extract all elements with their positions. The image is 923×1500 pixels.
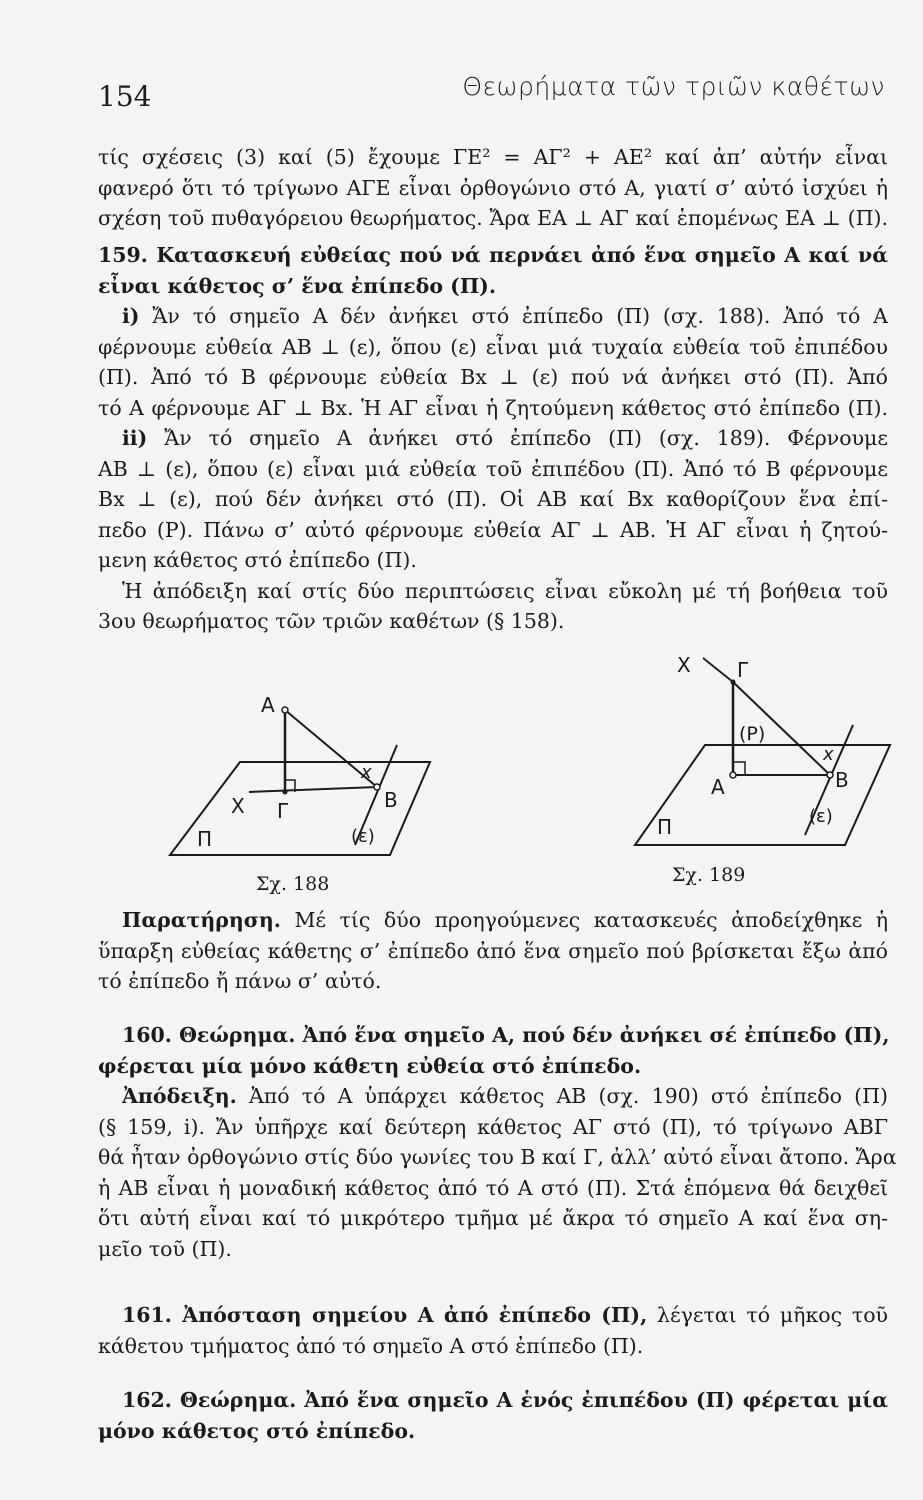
line-x bbox=[249, 787, 377, 792]
text-line: τό Α φέρνουμε ΑΓ ⊥ Βx. Ἡ ΑΓ εἶναι ἡ ζητούμενη κάθετος στό ἐπίπεδο (Π). bbox=[98, 395, 888, 420]
point-G bbox=[283, 790, 288, 795]
section-161-line bbox=[98, 1300, 888, 1331]
remark bbox=[98, 905, 888, 997]
text-line: (Π). Ἀπό τό Β φέρνουμε εὐθεία Βx ⊥ (ε) πού νά ἀνήκει στό (Π). Ἀπό bbox=[98, 365, 888, 389]
text-line: φανερό ὅτι τό τρίγωνο ΑΓΕ εἶναι ὀρθογώνιο στό Α, γιατί σ’ αὐτό ἰσχύει ἡ bbox=[98, 175, 888, 200]
text-line: Ἡ ἀπόδειξη καί στίς δύο περιπτώσεις εἶναι εὔκολη μέ τή βοήθεια τοῦ bbox=[122, 578, 888, 603]
label-B: B bbox=[384, 788, 398, 812]
case-i-line bbox=[98, 301, 888, 332]
proof-label: Ἀπόδειξη. bbox=[122, 1084, 237, 1108]
section-159-title: 159. Κατασκευή εὐθείας πού νά περνάει ἀπό ἕνα σημεῖο Α καί νά bbox=[98, 243, 888, 267]
label-A: A bbox=[261, 693, 275, 717]
text-line: τίς σχέσεις (3) καί (5) ἔχουμε ΓΕ² = ΑΓ² + ΑΕ² καί ἀπ’ αὐτήν εἶναι bbox=[98, 145, 888, 169]
label-B: B bbox=[835, 768, 849, 792]
text-line: τό ἐπίπεδο ἤ πάνω σ’ αὐτό. bbox=[98, 969, 382, 993]
label-A: A bbox=[711, 775, 725, 799]
case-i-label: i) bbox=[122, 304, 140, 328]
point-A bbox=[730, 772, 736, 778]
section-160-title-cont: φέρεται μία μόνο κάθετη εὐθεία στό ἐπίπεδο. bbox=[98, 1053, 642, 1078]
label-e: (ε) bbox=[351, 826, 375, 847]
proof-text: Ἀπό τό Α ὑπάρχει κάθετος ΑΒ (σχ. 190) στό ἐπίπεδο (Π) bbox=[248, 1084, 888, 1108]
text-line: Βx ⊥ (ε), πού δέν ἀνήκει στό (Π). Οἱ ΑΒ καί Βx καθορίζουν ἕνα ἐπί- bbox=[98, 487, 888, 511]
point-B bbox=[827, 772, 833, 778]
label-rho: (Ρ) bbox=[739, 723, 766, 745]
section-159 bbox=[98, 240, 888, 637]
text-line: σχέση τοῦ πυθαγόρειου θεωρήματος. Ἄρα ΕΑ ⊥ ΑΓ καί ἑπομένως ΕΑ ⊥ (Π). bbox=[98, 206, 888, 230]
label-x: x bbox=[361, 762, 372, 783]
section-160-title: 160. Θεώρημα. Ἀπό ἕνα σημεῖο Α, πού δέν ἀνήκει σέ ἐπίπεδο (Π), bbox=[122, 1023, 890, 1047]
text-line: ἡ ΑΒ εἶναι ἡ μοναδική κάθετος ἀπό τό Α στό (Π). Στά ἑπόμενα θά δειχθεῖ bbox=[98, 1175, 888, 1200]
intro-paragraph bbox=[98, 142, 888, 234]
label-G: Γ bbox=[277, 799, 289, 823]
case-i-text: Ἄν τό σημεῖο Α δέν ἀνήκει στό ἐπίπεδο (Π) (σχ. 188). Ἀπό τό Α bbox=[152, 304, 888, 328]
point-G bbox=[731, 680, 736, 685]
label-G: Γ bbox=[737, 658, 749, 682]
text-line: 3ου θεωρήματος τῶν τριῶν καθέτων (§ 158). bbox=[98, 609, 565, 633]
section-161-title: 161. Ἀπόσταση σημείου Α ἀπό ἐπίπεδο (Π), bbox=[122, 1303, 648, 1327]
running-title: Θεωρήματα τῶν τριῶν καθέτων bbox=[462, 72, 885, 101]
point-A bbox=[282, 707, 288, 713]
text-line: φέρνουμε εὐθεία ΑΒ ⊥ (ε), ὅπου (ε) εἶναι μιά τυχαία εὐθεία τοῦ ἐπιπέδου bbox=[98, 334, 888, 359]
text-line: κάθετου τμήματος ἀπό τό σημεῖο Α στό ἐπίπεδο (Π). bbox=[98, 1333, 644, 1358]
text-line: ΑΒ ⊥ (ε), ὅπου (ε) εἶναι μιά εὐθεία τοῦ ἐπιπέδου (Π). Ἀπό τό Β φέρνουμε bbox=[98, 456, 888, 481]
figure-188-caption: Σχ. 188 bbox=[256, 873, 330, 895]
page-header bbox=[98, 72, 885, 112]
section-159-title-cont: εἶναι κάθετος σ’ ἕνα ἐπίπεδο (Π). bbox=[98, 273, 497, 298]
text-line: (§ 159, i). Ἄν ὑπῆρχε καί δεύτερη κάθετος ΑΓ στό (Π), τό τρίγωνο ΑΒΓ bbox=[98, 1114, 888, 1139]
text-line: ὅτι αὐτή εἶναι καί τό μικρότερο τμῆμα μέ ἄκρα τό σημεῖο Α καί ἕνα ση- bbox=[98, 1206, 888, 1230]
proof-line bbox=[98, 1081, 888, 1112]
page-number: 154 bbox=[98, 80, 152, 113]
label-pi: Π bbox=[197, 827, 213, 851]
text-line: πεδο (Ρ). Πάνω σ’ αὐτό φέρνουμε εὐθεία ΑΓ ⊥ ΑΒ. Ἡ ΑΓ εἶναι ἡ ζητού- bbox=[98, 517, 888, 542]
plane-pi bbox=[635, 745, 890, 845]
label-X: X bbox=[231, 794, 245, 818]
text-line: μεῖο τοῦ (Π). bbox=[98, 1236, 232, 1261]
figure-189-caption: Σχ. 189 bbox=[672, 864, 746, 886]
case-ii-text: Ἄν τό σημεῖο Α ἀνήκει στό ἐπίπεδο (Π) (σχ. 189). Φέρνουμε bbox=[164, 426, 888, 450]
section-160 bbox=[98, 1020, 897, 1264]
text-line: μενη κάθετος στό ἐπίπεδο (Π). bbox=[98, 548, 417, 572]
section-162 bbox=[98, 1385, 888, 1446]
remark-label: Παρατήρηση. bbox=[122, 908, 281, 932]
section-161-text: λέγεται τό μῆκος τοῦ bbox=[656, 1303, 888, 1327]
section-162-title: 162. Θεώρημα. Ἀπό ἕνα σημεῖο Α ἑνός ἐπιπέδου (Π) φέρεται μία bbox=[122, 1388, 888, 1412]
label-pi: Π bbox=[657, 815, 673, 839]
label-x: x bbox=[823, 744, 834, 765]
text-line: ὕπαρξη εὐθείας κάθετης σ’ ἐπίπεδο ἀπό ἕνα σημεῖο πού βρίσκεται ἔξω ἀπό bbox=[98, 938, 888, 963]
remark-line bbox=[98, 905, 888, 936]
text-line: θά ἦταν ὀρθογώνιο στίς δύο γωνίες του Β καί Γ, ἀλλ’ αὐτό εἶναι ἄτοπο. Ἄρα bbox=[98, 1145, 897, 1169]
point-B bbox=[374, 784, 380, 790]
section-161 bbox=[98, 1300, 888, 1361]
line-X bbox=[703, 658, 733, 682]
remark-text: Μέ τίς δύο προηγούμενες κατασκευές ἀποδείχθηκε ἡ bbox=[294, 908, 888, 932]
section-162-title-cont: μόνο κάθετος στό ἐπίπεδο. bbox=[98, 1418, 416, 1443]
case-ii-line bbox=[98, 423, 888, 454]
case-ii-label: ii) bbox=[122, 426, 148, 450]
label-e: (ε) bbox=[809, 806, 833, 827]
figure-189 bbox=[625, 650, 895, 865]
figure-188 bbox=[165, 690, 445, 865]
label-X: X bbox=[677, 653, 691, 677]
